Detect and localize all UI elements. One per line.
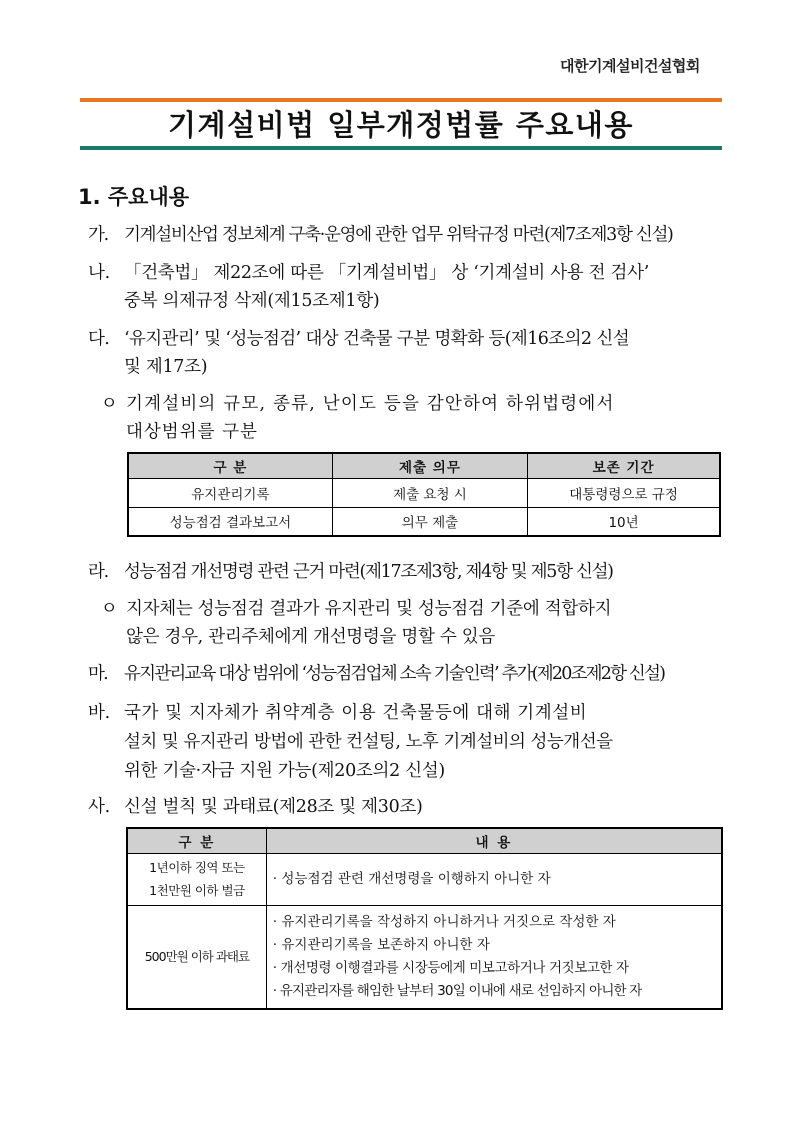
penalty-category-line1: 1년이하 징역 또는	[149, 860, 245, 875]
table-cell: 성능점검 결과보고서	[128, 507, 332, 536]
item-na-mark: 나.	[88, 263, 110, 283]
page-title: 기계설비법 일부개정법률 주요내용	[168, 108, 634, 142]
item-da-line1: ‘유지관리’ 및 ‘성능점검’ 대상 건축물 구분 명확화 등(제16조의2 신설	[124, 329, 630, 349]
item-da-line2: 및 제17조)	[124, 357, 208, 377]
item-sa-mark: 사.	[88, 797, 110, 817]
item-ra-mark: 라.	[88, 562, 108, 582]
penalty-category: 500만원 이하 과태료	[127, 905, 266, 1009]
table-cell: 10년	[528, 507, 720, 536]
item-da	[88, 327, 629, 351]
item-na-line1: 「건축법」 제22조에 따른 「기계설비법」 상 ‘기계설비 사용 전 검사’	[124, 263, 650, 283]
table-cell: 제출 요청 시	[332, 478, 527, 507]
penalty-content-item: · 유지관리기록을 보존하지 아니한 자	[272, 936, 490, 953]
table-row	[128, 478, 720, 507]
penalty-content-item: · 유지관리기록을 작성하지 아니하거나 거짓으로 작성한 자	[272, 913, 616, 930]
item-ra-sub-line1: 지자체는 성능점검 결과가 유지관리 및 성능점검 기준에 적합하지	[126, 599, 612, 619]
item-ma-mark: 마.	[88, 664, 107, 684]
sub-bullet-mark: ㅇ	[100, 599, 118, 619]
table-header-cell: 구 분	[128, 453, 332, 478]
org-logo-icon	[534, 56, 554, 76]
table-cell: 의무 제출	[332, 507, 527, 536]
item-ga	[88, 223, 722, 247]
item-ra-sub-line2: 않은 경우, 관리주체에게 개선명령을 명할 수 있음	[126, 627, 495, 647]
item-na	[88, 261, 649, 285]
penalty-content: · 성능점검 관련 개선명령을 이행하지 아니한 자	[266, 853, 722, 905]
item-ra-text: 성능점검 개선명령 관련 근거 마련(제17조제3항, 제4항 및 제5항 신설)	[124, 562, 613, 582]
org-name: 대한기계설비건설협회	[560, 57, 700, 75]
item-ma-text: 유지관리교육 대상 범위에 ‘성능점검업체 소속 기술인력’ 추가(제20조제2항 신설)	[124, 664, 665, 684]
item-ba-line1: 국가 및 지자체가 취약계층 이용 건축물등에 대해 기계설비	[124, 703, 588, 723]
item-ra-sub	[92, 597, 611, 621]
item-da-mark: 다.	[88, 329, 110, 349]
item-da-sub	[92, 392, 615, 416]
table-row	[127, 853, 722, 905]
table-header-cell: 보존 기간	[528, 453, 720, 478]
item-ba-mark: 바.	[88, 703, 110, 723]
item-da-sub-line1: 기계설비의 규모, 종류, 난이도 등을 감안하여 하위법령에서	[126, 394, 615, 414]
org-logo	[534, 55, 700, 76]
penalty-content-list	[266, 905, 722, 1009]
item-ba-line3: 위한 기술·자금 지원 가능(제20조의2 신설)	[124, 761, 445, 781]
penalty-content-item: · 유지관리자를 해임한 날부터 30일 이내에 새로 선임하지 아니한 자	[272, 982, 642, 999]
table-header-cell: 제출 의무	[332, 453, 527, 478]
item-ga-mark: 가.	[88, 225, 108, 245]
table-row	[128, 507, 720, 536]
title-rule-bottom	[80, 146, 722, 150]
title-rule-top	[80, 98, 722, 102]
table-row	[127, 905, 722, 1009]
penalty-table	[126, 827, 723, 1010]
penalty-category-line2: 1천만원 이하 벌금	[149, 883, 245, 898]
table-header-row	[127, 828, 722, 853]
table-header-row	[128, 453, 720, 478]
item-ba-line2: 설치 및 유지관리 방법에 관한 컨설팅, 노후 기계설비의 성능개선을	[124, 732, 613, 752]
table-header-cell: 구 분	[127, 828, 266, 853]
item-ma	[88, 662, 664, 686]
penalty-content-item: · 개선명령 이행결과를 시장등에게 미보고하거나 거짓보고한 자	[272, 959, 629, 976]
item-ba	[88, 701, 587, 725]
item-da-sub-line2: 대상범위를 구분	[126, 422, 258, 442]
item-ga-text: 기계설비산업 정보체계 구축·운영에 관한 업무 위탁규정 마련(제7조제3항 신설)	[124, 225, 673, 245]
sub-bullet-mark: ㅇ	[100, 394, 118, 414]
section-heading: 1. 주요내용	[78, 185, 190, 209]
table-cell: 대통령령으로 규정	[528, 478, 720, 507]
item-ra	[88, 560, 613, 584]
table-cell: 유지관리기록	[128, 478, 332, 507]
item-sa-text: 신설 벌칙 및 과태료(제28조 및 제30조)	[124, 797, 423, 817]
table-header-cell: 내 용	[266, 828, 722, 853]
retention-table	[127, 452, 721, 537]
item-na-line2: 중복 의제규정 삭제(제15조제1항)	[124, 291, 380, 311]
item-sa	[88, 795, 423, 819]
penalty-category	[127, 853, 266, 905]
